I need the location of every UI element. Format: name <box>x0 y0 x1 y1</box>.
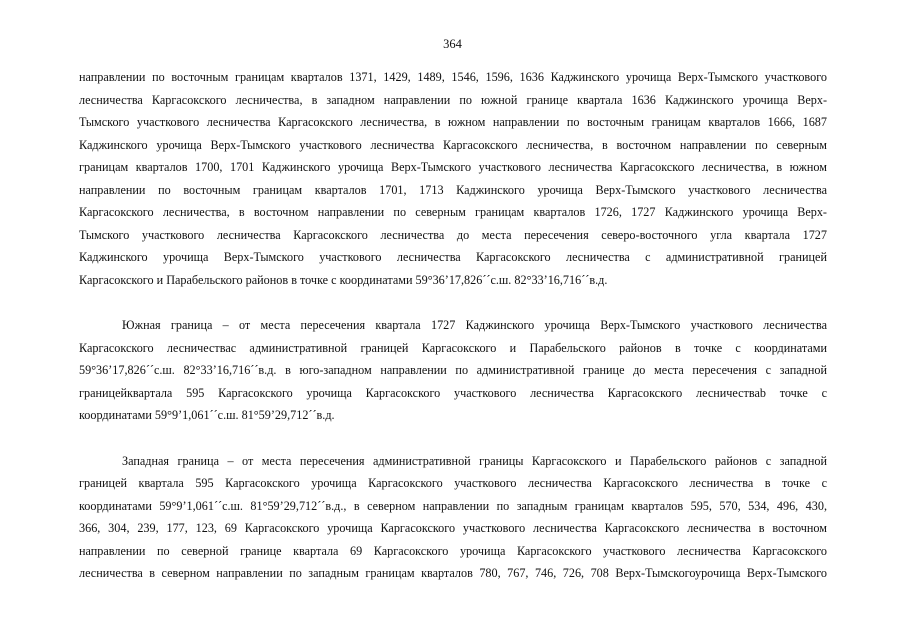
paragraph-west-boundary <box>79 450 827 585</box>
paragraph-spacer <box>79 291 827 314</box>
text-line: лесничества в северном направлении по западным границам кварталов 780, 767, 746, 726, 708 Верх-Тымскогоурочища Верх-Тымского <box>79 566 827 580</box>
text-line: координатами 59°9’1,061´´с.ш. 81°59’29,712´´в.д., в северном направлении по западным границам кварталов 595, 570, 534, 496, 430, <box>79 498 827 513</box>
paragraph-south-boundary <box>79 314 827 427</box>
document-body <box>79 66 827 585</box>
text-line: Южная граница – от места пересечения квартала 1727 Каджинского урочища Верх-Тымского участкового лесничества <box>122 318 827 332</box>
text-line: Тымского участкового лесничества Каргасокского лесничества, в южном направлении по восточным границам кварталов 1666, 1687 <box>79 115 827 129</box>
text-line: Тымского участкового лесничества Каргасокского лесничества до места пересечения северо-восточного угла квартала 1727 <box>79 227 827 242</box>
text-line: координатами 59°9’1,061´´с.ш. 81°59’29,712´´в.д. <box>79 408 335 422</box>
paragraph-spacer <box>79 427 827 450</box>
text-line: границам кварталов 1700, 1701 Каджинского урочища Верх-Тымского участкового лесничества Каргасокского лесничества, в южном <box>79 160 827 174</box>
text-line: Каджинского урочища Верх-Тымского участкового лесничества Каргасокского лесничества, в восточном направлении по северным <box>79 137 827 152</box>
text-line: границейквартала 595 Каргасокского урочища Каргасокского участкового лесничества Каргасокского лесничестваb точке с <box>79 385 827 400</box>
text-line: Каджинского урочища Верх-Тымского участкового лесничества Каргасокского лесничества с административной границей <box>79 250 827 264</box>
text-line: Каргасокского лесничествас административной границей Каргасокского и Парабельского районов в точке с координатами <box>79 340 827 355</box>
text-line: Каргасокского и Парабельского районов в точке с координатами 59°36’17,826´´с.ш. 82°33’16,716´´в.д. <box>79 272 608 287</box>
paragraph-north-continuation <box>79 66 827 291</box>
text-line: границей квартала 595 Каргасокского урочища Каргасокского участкового лесничества Каргасокского лесничества в точке с <box>79 476 827 490</box>
page-number: 364 <box>443 37 462 51</box>
text-line: Западная граница – от места пересечения административной границы Каргасокского и Парабельского районов с западной <box>122 453 827 468</box>
text-line: Каргасокского лесничества, в восточном направлении по северным границам кварталов 1726, 1727 Каджинского урочища Верх- <box>79 205 827 219</box>
text-line: направлении по восточным границам кварталов 1371, 1429, 1489, 1546, 1596, 1636 Каджинского урочища Верх-Тымского участкового <box>79 70 827 84</box>
text-line: 366, 304, 239, 177, 123, 69 Каргасокского урочища Каргасокского участкового лесничества Каргасокского лесничества в восточном <box>79 521 827 535</box>
text-line: 59°36’17,826´´с.ш. 82°33’16,716´´в.д. в юго-западном направлении по административной границе до места пересечения с западной <box>79 363 827 377</box>
text-line: лесничества Каргасокского лесничества, в западном направлении по южной границе квартала 1636 Каджинского урочища Верх- <box>79 92 827 107</box>
text-line: направлении по восточным границам кварталов 1701, 1713 Каджинского урочища Верх-Тымского участкового лесничества <box>79 182 827 197</box>
text-line: направлении по северной границе квартала 69 Каргасокского урочища Каргасокского участкового лесничества Каргасокского <box>79 543 827 558</box>
